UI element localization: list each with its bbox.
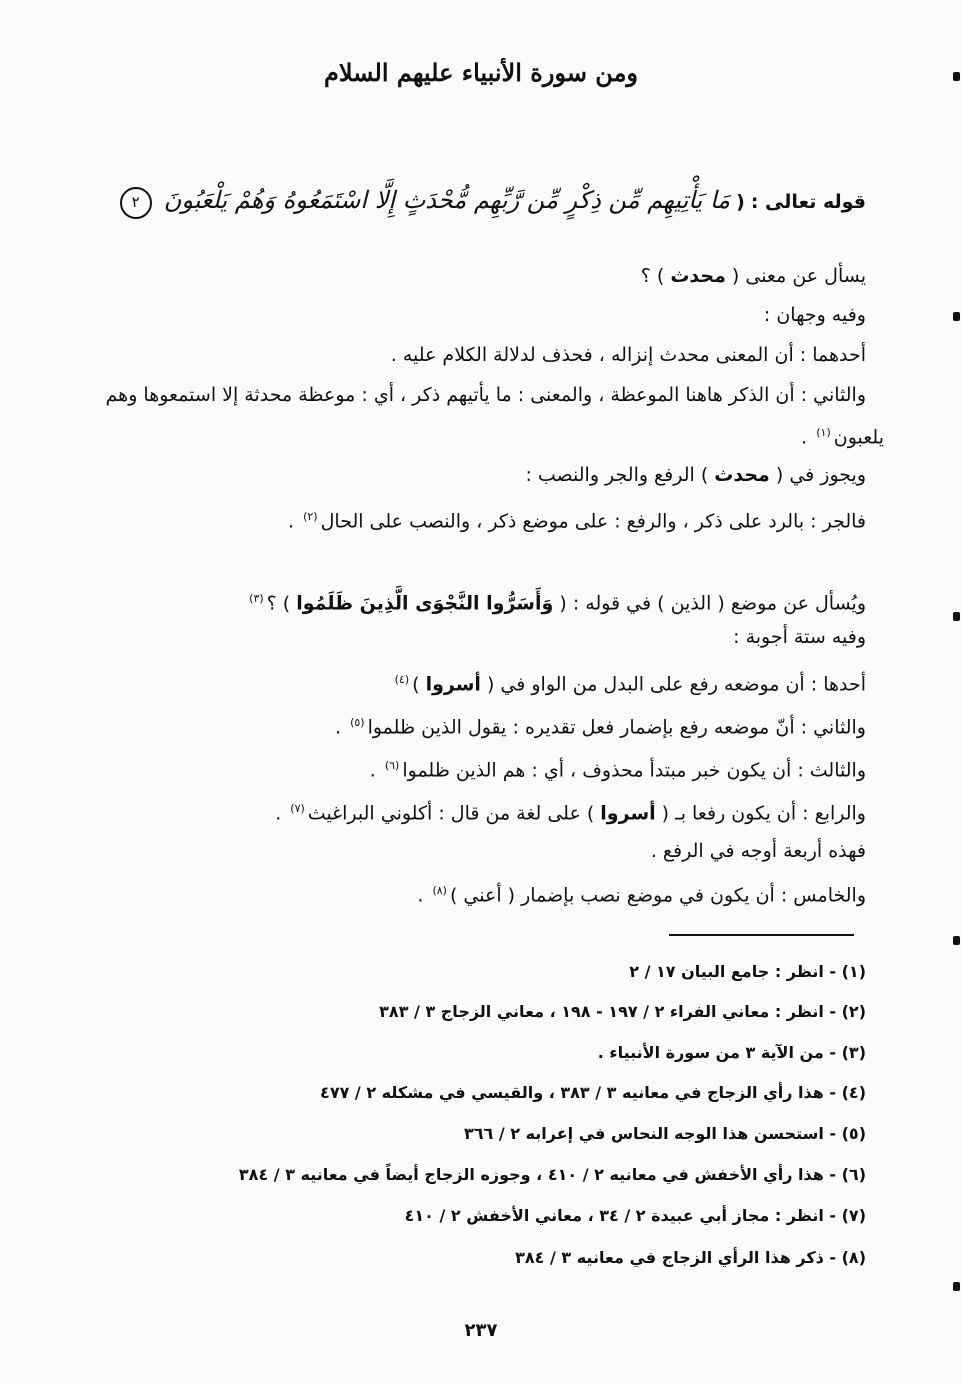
- body-line: والثاني : أنّ موضعه رفع بإضمار فعل تقديره : يقول الذين ظلموا$^{(٥)}$ .: [334, 716, 866, 739]
- body-line: فالجر : بالرد على ذكر ، والرفع : على موضع ذكر ، والنصب على الحال$^{(٢)}$ .: [287, 510, 866, 533]
- verse-intro: قوله تعالى :: [750, 191, 866, 213]
- body-line: والثاني : أن الذكر هاهنا الموعظة ، والمعنى : ما يأتيهم ذكر ، أي : موعظة محدثة إلا استمعوها وهم: [105, 384, 866, 406]
- footnote: (٨) - ذكر هذا الرأي الزجاج في معانيه ٣ / ٣٨٤: [515, 1248, 866, 1267]
- footnote: (٤) - هذا رأي الزجاج في معانيه ٣ / ٣٨٣ ، والقيسي في مشكله ٢ / ٤٧٧: [320, 1083, 866, 1102]
- body-line: ويُسأل عن موضع ( الذين ) في قوله : ( وَأَسَرُّوا النَّجْوَى الَّذِينَ ظَلَمُوا ) ؟$^{(٣)}$: [249, 592, 866, 615]
- body-line: والثالث : أن يكون خبر مبتدأ محذوف ، أي : هم الذين ظلموا$^{(٦)}$ .: [369, 759, 866, 782]
- footnote: (٧) - انظر : مجاز أبي عبيدة ٢ / ٣٤ ، معاني الأخفش ٢ / ٤١٠: [404, 1206, 866, 1225]
- margin-mark: [953, 1282, 960, 1291]
- footnote: (١) - انظر : جامع البيان ١٧ / ٢: [629, 962, 866, 981]
- verse-open-paren: (: [736, 191, 745, 213]
- body-line: أحدهما : أن المعنى محدث إنزاله ، فحذف لدلالة الكلام عليه .: [390, 344, 866, 366]
- body-line: يلعبون$^{(١)}$ .: [801, 426, 884, 449]
- margin-mark: [953, 312, 960, 321]
- footnote-ref: (٨): [432, 884, 447, 897]
- body-line: ويجوز في ( محدث ) الرفع والجر والنصب :: [525, 464, 866, 486]
- footnote-ref: (٤): [394, 673, 410, 686]
- footnote-ref: (٦): [384, 759, 400, 772]
- footnote-ref: (٢): [303, 510, 318, 523]
- body-line: أحدها : أن موضعه رفع على البدل من الواو في ( أسروا )$^{(٤)}$: [394, 673, 866, 696]
- footnote-ref: (٧): [290, 802, 305, 815]
- ayah-number-mark: ٢: [120, 187, 152, 219]
- page-header: ومن سورة الأنبياء عليهم السلام: [323, 58, 639, 87]
- margin-mark: [953, 936, 960, 945]
- quran-verse: مَا يَأْتِيهِم مِّن ذِكْرٍ مِّن رَّبِّهِم مُّحْدَثٍ إِلَّا اسْتَمَعُوهُ وَهُمْ يَلْعَبُونَ: [163, 186, 731, 214]
- footnote-ref: (٥): [350, 716, 365, 729]
- footnote-separator: [669, 934, 854, 936]
- verse-line: [70, 182, 866, 220]
- body-line: والخامس : أن يكون في موضع نصب بإضمار ( أعني )$^{(٨)}$ .: [417, 884, 866, 907]
- margin-mark: [953, 612, 960, 621]
- body-line: وفيه وجهان :: [763, 304, 866, 326]
- body-line: وفيه ستة أجوبة :: [733, 626, 866, 648]
- footnote-ref: (٣): [249, 592, 264, 605]
- page-number: ٢٣٧: [464, 1320, 498, 1341]
- body-line: والرابع : أن يكون رفعا بـ ( أسروا ) على لغة من قال : أكلوني البراغيث$^{(٧)}$ .: [275, 802, 866, 825]
- margin-mark: [953, 72, 960, 81]
- footnote: (٢) - انظر : معاني الفراء ٢ / ١٩٧ - ١٩٨ ، معاني الزجاج ٣ / ٣٨٣: [379, 1002, 866, 1021]
- footnote-ref: (١): [816, 426, 831, 439]
- body-line: فهذه أربعة أوجه في الرفع .: [650, 840, 866, 862]
- footnote: (٦) - هذا رأي الأخفش في معانيه ٢ / ٤١٠ ، وجوزه الزجاج أيضاً في معانيه ٣ / ٣٨٤: [238, 1165, 866, 1184]
- body-line: يسأل عن معنى ( محدث ) ؟: [640, 265, 866, 287]
- footnote: (٣) - من الآية ٣ من سورة الأنبياء .: [597, 1043, 866, 1062]
- footnote: (٥) - استحسن هذا الوجه النحاس في إعرابه ٢ / ٣٦٦: [463, 1124, 866, 1143]
